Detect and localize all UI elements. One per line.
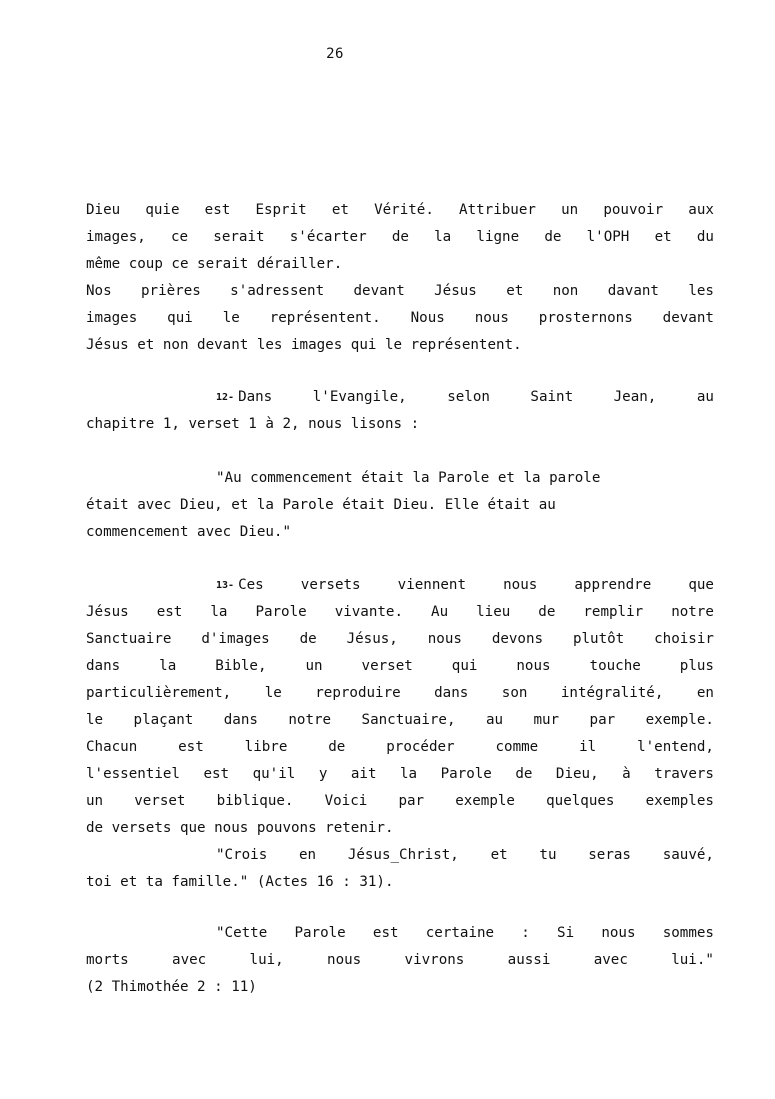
text-line: "Au commencement était la Parole et la parole <box>216 470 601 486</box>
word: en <box>298 847 317 863</box>
word: libre <box>244 739 288 755</box>
text-line <box>86 842 714 869</box>
text-line <box>86 920 714 947</box>
paragraph-12 <box>86 384 714 438</box>
word: nous <box>427 631 462 647</box>
word: seras <box>588 847 631 863</box>
word: Vérité. <box>374 202 434 218</box>
word: de <box>299 631 317 647</box>
text-line <box>86 197 714 224</box>
word: et <box>331 202 349 218</box>
word: Nos <box>86 283 112 299</box>
quote-john <box>86 465 714 546</box>
word: nous <box>503 577 538 593</box>
word: Parole <box>294 925 346 941</box>
word: la <box>434 229 452 245</box>
word: Sanctuaire <box>86 631 172 647</box>
text-line <box>86 278 714 305</box>
word: est <box>178 739 204 755</box>
word: de <box>538 604 556 620</box>
text-line <box>86 734 714 761</box>
word: s'écarter <box>289 229 367 245</box>
word: de <box>544 229 562 245</box>
word: un <box>305 658 323 674</box>
word: de <box>515 766 533 782</box>
word: Parole <box>255 604 307 620</box>
word: viennent <box>397 577 467 593</box>
word: exemples <box>645 793 714 809</box>
word: notre <box>671 604 714 620</box>
word: Ces <box>238 577 264 593</box>
text-line: chapitre 1, verset 1 à 2, nous lisons : <box>86 416 420 432</box>
word: les <box>688 283 714 299</box>
text-line: toi et ta famille." (Actes 16 : 31). <box>86 874 394 890</box>
word: Jésus <box>434 283 477 299</box>
word: comme <box>495 739 539 755</box>
word: exemple <box>455 793 515 809</box>
text-line <box>86 707 714 734</box>
word: un <box>86 793 104 809</box>
quote-acts <box>86 842 714 896</box>
word: sommes <box>662 925 714 941</box>
text-line-words <box>216 842 714 869</box>
word: et <box>654 229 672 245</box>
text-line <box>86 384 714 411</box>
word: particulièrement, <box>86 685 232 701</box>
word: nous <box>327 952 362 968</box>
word: verset <box>361 658 413 674</box>
word: certaine <box>425 925 495 941</box>
word: quie <box>145 202 180 218</box>
word: nous <box>601 925 636 941</box>
word: qui <box>167 310 193 326</box>
word: le <box>86 712 104 728</box>
word: nous <box>516 658 551 674</box>
word: Au <box>431 604 449 620</box>
text-line <box>86 626 714 653</box>
word: que <box>688 577 714 593</box>
word: qui <box>451 658 478 674</box>
text-line <box>86 788 714 815</box>
word: s'adressent <box>230 283 325 299</box>
word: vivante. <box>334 604 404 620</box>
word: quelques <box>546 793 615 809</box>
word: Saint <box>530 389 574 405</box>
word: devant <box>662 310 714 326</box>
word: aux <box>688 202 714 218</box>
text-line <box>86 599 714 626</box>
word: non <box>552 283 579 299</box>
word: mur <box>533 712 560 728</box>
page-number: 26 <box>326 46 344 62</box>
paragraph-13 <box>86 572 714 842</box>
word: Dieu, <box>555 766 599 782</box>
text-line: commencement avec Dieu." <box>86 524 291 540</box>
word: "Cette <box>216 925 268 941</box>
word: remplir <box>583 604 644 620</box>
word: travers <box>654 766 714 782</box>
word: devant <box>353 283 405 299</box>
word: l'OPH <box>586 229 630 245</box>
word: tu <box>539 847 557 863</box>
word: Parole <box>440 766 492 782</box>
word: qu'il <box>252 766 296 782</box>
text-line <box>86 653 714 680</box>
word: représentent. <box>269 310 381 326</box>
word: vivrons <box>404 952 465 968</box>
word: notre <box>288 712 332 728</box>
word: son <box>501 685 528 701</box>
word: nous <box>474 310 509 326</box>
text-line-words <box>238 572 714 599</box>
word: est <box>372 925 399 941</box>
word: : <box>521 925 530 941</box>
word: Chacun <box>86 739 138 755</box>
word: la <box>210 604 228 620</box>
word: du <box>696 229 714 245</box>
word: dans <box>223 712 258 728</box>
word: Voici <box>324 793 368 809</box>
word: morts <box>86 952 129 968</box>
word: d'images <box>201 631 270 647</box>
word: en <box>696 685 714 701</box>
word: serait <box>213 229 265 245</box>
word: l'entend, <box>637 739 714 755</box>
paragraph-number: 12- <box>216 392 235 403</box>
word: plutôt <box>572 631 625 647</box>
word: l'Evangile, <box>312 389 407 405</box>
word: Jésus, <box>346 631 398 647</box>
text-line <box>86 947 714 974</box>
word: davant <box>607 283 659 299</box>
word: Jésus_Christ, <box>347 847 459 863</box>
text-line-words <box>238 384 714 411</box>
paragraph-number: 13- <box>216 580 235 591</box>
word: Esprit <box>255 202 307 218</box>
word: images <box>86 310 138 326</box>
word: devons <box>491 631 544 647</box>
word: Nous <box>410 310 445 326</box>
word: pouvoir <box>603 202 664 218</box>
text-line: (2 Thimothée 2 : 11) <box>86 979 257 995</box>
text-line: était avec Dieu, et la Parole était Dieu. Elle était au <box>86 497 556 513</box>
word: prosternons <box>538 310 633 326</box>
word: sauvé, <box>662 847 714 863</box>
word: "Crois <box>216 847 268 863</box>
word: Jean, <box>613 389 657 405</box>
word: images, <box>86 229 146 245</box>
word: le <box>264 685 282 701</box>
quote-timothy <box>86 920 714 1001</box>
text-line <box>86 680 714 707</box>
word: Dans <box>238 389 273 405</box>
text-line <box>86 224 714 251</box>
word: reproduire <box>315 685 401 701</box>
word: est <box>204 202 231 218</box>
word: prières <box>141 283 201 299</box>
text-line: Jésus et non devant les images qui le représentent. <box>86 337 522 353</box>
word: Bible, <box>215 658 267 674</box>
word: biblique. <box>216 793 294 809</box>
word: est <box>203 766 230 782</box>
word: lui." <box>671 952 714 968</box>
word: lui, <box>249 952 284 968</box>
word: y <box>318 766 328 782</box>
word: procéder <box>386 739 455 755</box>
word: dans <box>86 658 121 674</box>
word: au <box>696 389 714 405</box>
word: avec <box>172 952 207 968</box>
word: de <box>328 739 346 755</box>
word: lieu <box>476 604 511 620</box>
word: au <box>485 712 504 728</box>
word: verset <box>134 793 186 809</box>
word: ligne <box>476 229 520 245</box>
word: un <box>561 202 579 218</box>
word: touche <box>589 658 641 674</box>
text-line: même coup ce serait dérailler. <box>86 256 343 272</box>
text-line <box>86 305 714 332</box>
word: de <box>391 229 409 245</box>
word: Si <box>557 925 575 941</box>
word: par <box>398 793 425 809</box>
word: plus <box>679 658 714 674</box>
word: Attribuer <box>459 202 536 218</box>
paragraph-intro <box>86 197 714 359</box>
word: il <box>579 739 597 755</box>
text-line <box>86 761 714 788</box>
word: est <box>156 604 183 620</box>
word: aussi <box>507 952 551 968</box>
word: dans <box>434 685 469 701</box>
word: avec <box>593 952 628 968</box>
word: le <box>222 310 240 326</box>
word: et <box>490 847 508 863</box>
word: Dieu <box>86 202 121 218</box>
word: ait <box>350 766 377 782</box>
word: la <box>159 658 177 674</box>
word: choisir <box>654 631 714 647</box>
word: Sanctuaire, <box>361 712 456 728</box>
word: la <box>399 766 418 782</box>
word: à <box>622 766 631 782</box>
word: versets <box>300 577 361 593</box>
text-line: de versets que nous pouvons retenir. <box>86 820 394 836</box>
word: plaçant <box>133 712 194 728</box>
word: exemple. <box>645 712 714 728</box>
word: ce <box>171 229 189 245</box>
word: et <box>506 283 524 299</box>
word: l'essentiel <box>86 766 180 782</box>
text-line <box>86 572 714 599</box>
word: selon <box>447 389 490 405</box>
word: par <box>589 712 616 728</box>
word: Jésus <box>86 604 129 620</box>
text-line-words <box>216 920 714 947</box>
word: apprendre <box>574 577 652 593</box>
word: intégralité, <box>560 685 664 701</box>
